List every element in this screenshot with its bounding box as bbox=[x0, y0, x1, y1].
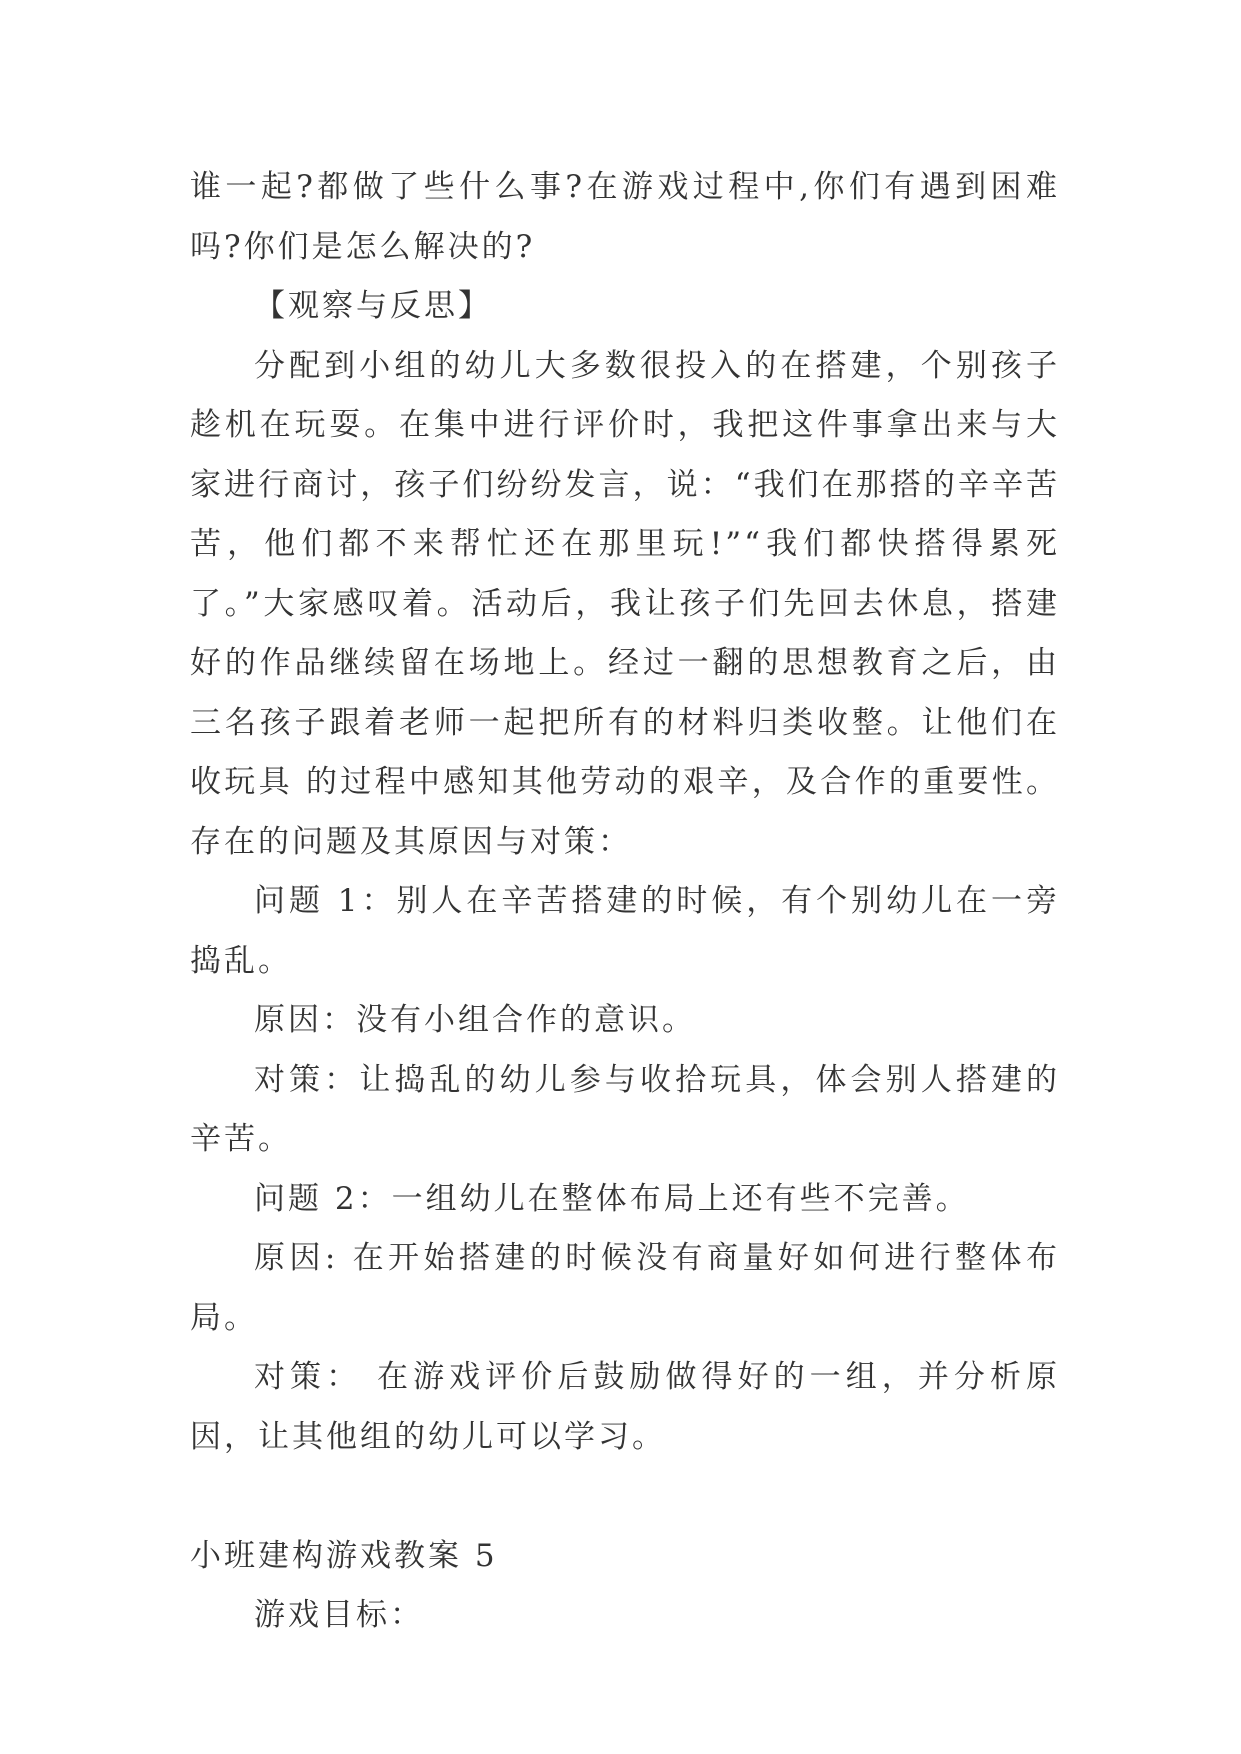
paragraph-continuation: 谁一起?都做了些什么事?在游戏过程中,你们有遇到困难吗?你们是怎么解决的? bbox=[190, 169, 1060, 265]
paragraph-problem-2: 问题 2：一组幼儿在整体布局上还有些不完善。 bbox=[254, 1180, 970, 1217]
paragraph-reason-1: 原因：没有小组合作的意识。 bbox=[254, 1002, 696, 1038]
section-title: 小班建构游戏教案 5 bbox=[190, 1537, 498, 1574]
paragraph-problem-1: 问题 1：别人在辛苦搭建的时候，有个别幼儿在一旁捣乱。 bbox=[190, 883, 1060, 979]
section-first-line: 游戏目标： bbox=[254, 1597, 424, 1633]
section-spacer bbox=[190, 1467, 1060, 1527]
paragraph-solution-2: 对策： 在游戏评价后鼓励做得好的一组，并分析原因，让其他组的幼儿可以学习。 bbox=[190, 1359, 1060, 1455]
paragraph-observation: 分配到小组的幼儿大多数很投入的在搭建，个别孩子趁机在玩耍。在集中进行评价时，我把这件事拿出来与大家进行商讨，孩子们纷纷发言，说：“我们在那搭的辛辛苦苦，他们都不来帮忙还在那里玩!”“我们都快搭得累死了。”大家感叹着。活动后，我让孩子们先回去休息，搭建好的作品继续留在场地上。经过一翻的思想教育之后，由三名孩子跟着老师一起把所有的材料归类收整。让他们在收玩具 的过程中感知其他劳动的艰辛，及合作的重要性。 存在的问题及其原因与对策： bbox=[190, 347, 1060, 860]
document-body bbox=[190, 158, 1060, 1646]
paragraph-solution-1: 对策：让捣乱的幼儿参与收拾玩具，体会别人搭建的辛苦。 bbox=[190, 1061, 1060, 1157]
heading-observation-reflection: 【观察与反思】 bbox=[254, 288, 492, 324]
paragraph-reason-2: 原因: 在开始搭建的时候没有商量好如何进行整体布局。 bbox=[190, 1240, 1060, 1336]
